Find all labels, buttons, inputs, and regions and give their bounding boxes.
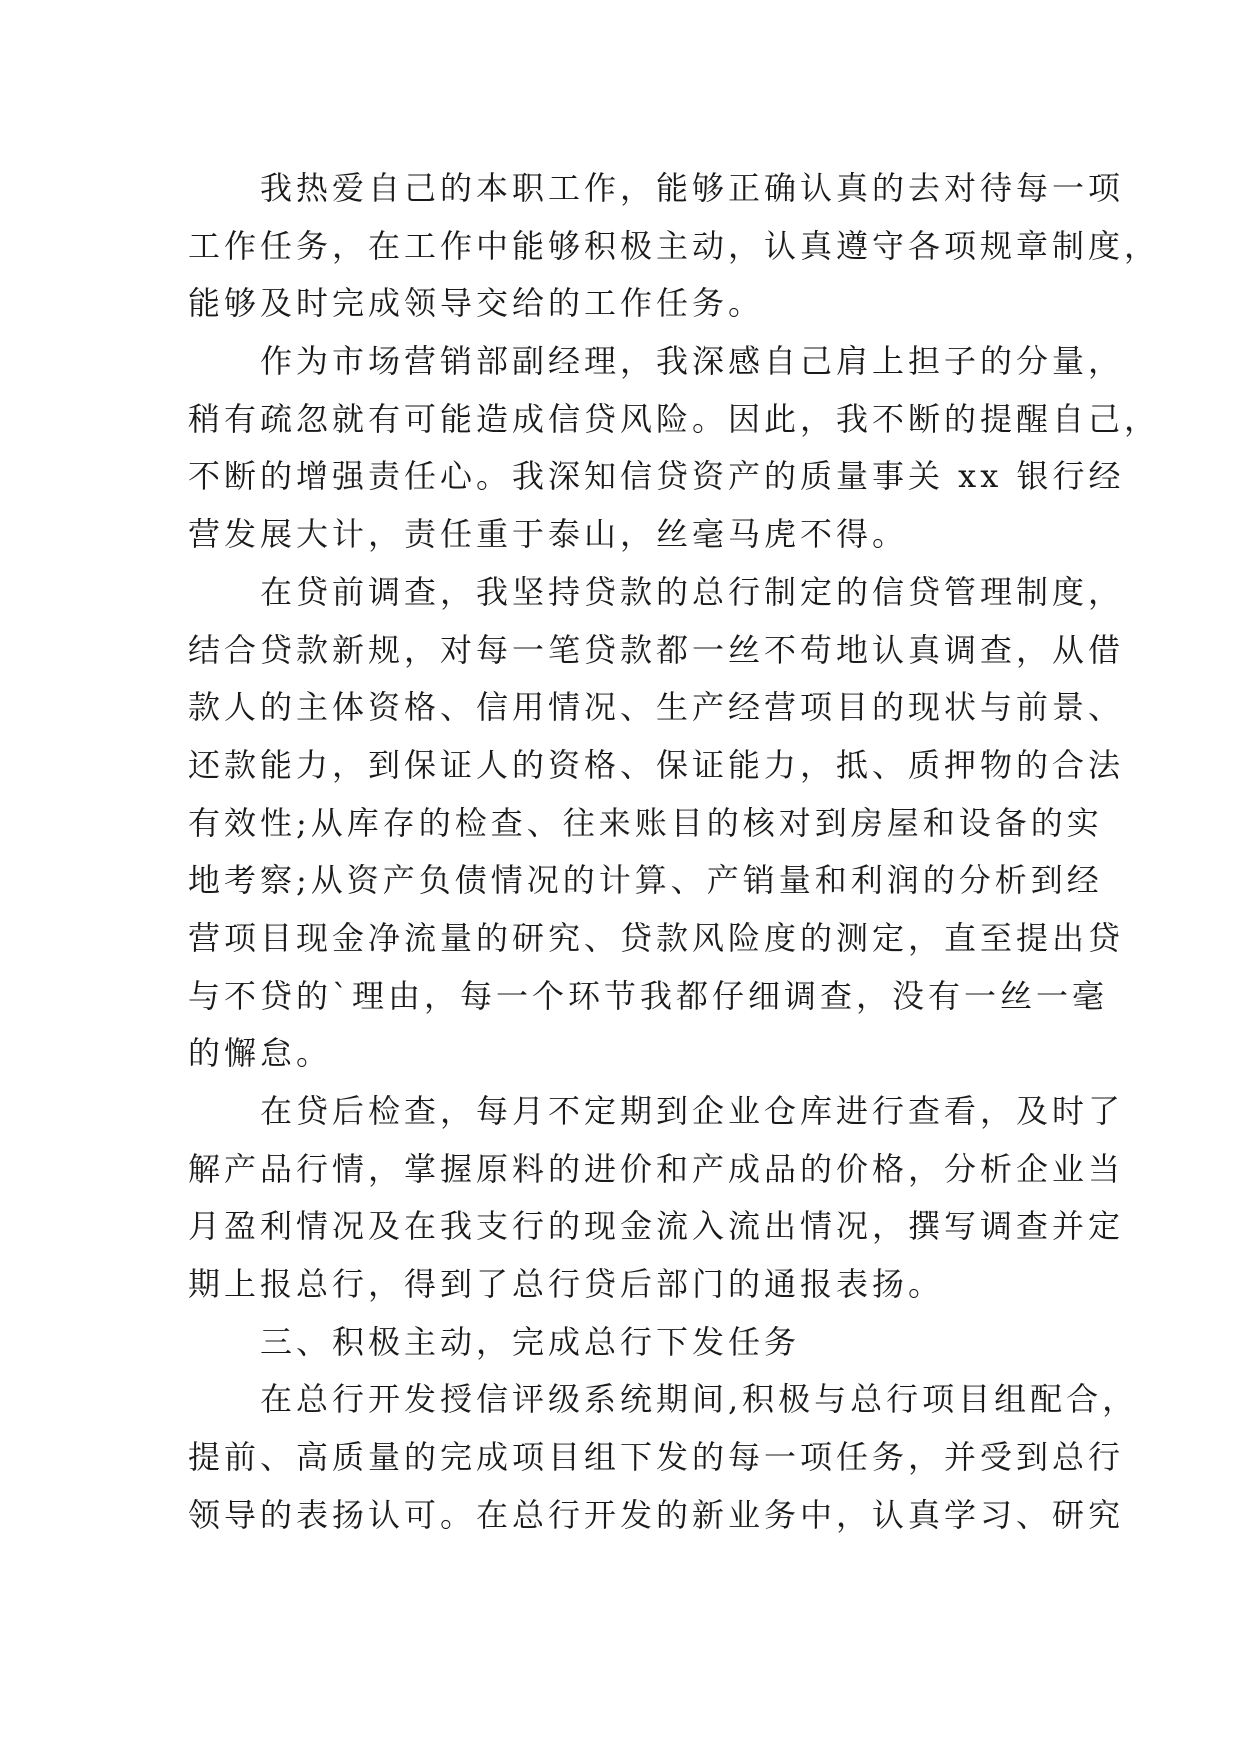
- text-line: 月盈利情况及在我支行的现金流入流出情况，撰写调查并定: [188, 1207, 1125, 1246]
- text-line: 提前、高质量的完成项目组下发的每一项任务，并受到总行: [188, 1438, 1125, 1477]
- text-line: 地考察;从资产负债情况的计算、产销量和利润的分析到经: [188, 861, 1103, 900]
- text-line: 在总行开发授信评级系统期间,积极与总行项目组配合，: [188, 1380, 1139, 1419]
- text-line: 稍有疏忽就有可能造成信贷风险。因此，我不断的提醒自己，: [188, 399, 1161, 438]
- text-line: 款人的主体资格、信用情况、生产经营项目的现状与前景、: [188, 688, 1125, 727]
- text-line: 我热爱自己的本职工作，能够正确认真的去对待每一项: [188, 169, 1125, 207]
- text-line: 与不贷的`理由，每一个环节我都仔细调查，没有一丝一毫: [188, 976, 1109, 1015]
- section-heading: 三、积极主动，完成总行下发任务: [188, 1322, 801, 1361]
- text-line: 能够及时完成领导交给的工作任务。: [188, 284, 765, 323]
- text-line: 营发展大计，责任重于泰山，丝毫马虎不得。: [188, 515, 909, 554]
- text-line: 还款能力，到保证人的资格、保证能力，抵、质押物的合法: [188, 745, 1125, 784]
- text-line: 的懈怠。: [188, 1034, 333, 1073]
- text-line: 在贷后检查，每月不定期到企业仓库进行查看，及时了: [188, 1092, 1125, 1130]
- text-line: 工作任务，在工作中能够积极主动，认真遵守各项规章制度，: [188, 226, 1161, 265]
- text-line: 不断的增强责任心。我深知信贷资产的质量事关 xx 银行经: [188, 457, 1125, 496]
- document-body: [188, 160, 1161, 1545]
- text-line: 解产品行情，掌握原料的进价和产成品的价格，分析企业当: [188, 1149, 1125, 1188]
- text-line: 结合贷款新规，对每一笔贷款都一丝不苟地认真调查，从借: [188, 630, 1125, 669]
- text-line: 期上报总行，得到了总行贷后部门的通报表扬。: [188, 1265, 945, 1304]
- text-line: 领导的表扬认可。在总行开发的新业务中，认真学习、研究: [188, 1495, 1125, 1534]
- text-line: 有效性;从库存的检查、往来账目的核对到房屋和设备的实: [188, 803, 1103, 842]
- text-line: 营项目现金净流量的研究、贷款风险度的测定，直至提出贷: [188, 918, 1125, 957]
- text-line: 作为市场营销部副经理，我深感自己肩上担子的分量，: [188, 342, 1125, 381]
- text-line: 在贷前调查，我坚持贷款的总行制定的信贷管理制度，: [188, 572, 1125, 611]
